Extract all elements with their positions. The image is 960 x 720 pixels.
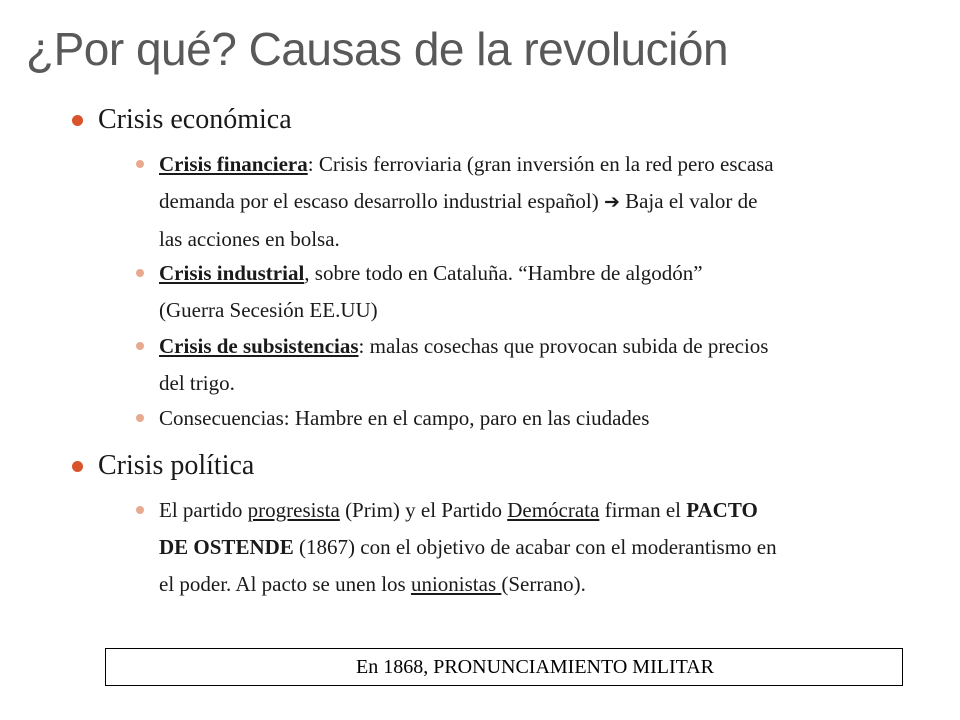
pact-label: DE OSTENDE	[159, 535, 294, 559]
bullet-icon	[136, 160, 144, 168]
item-text: Consecuencias: Hambre en el campo, paro en las ciudades	[159, 406, 650, 430]
bullet-icon	[136, 269, 144, 277]
item-text: Baja el valor de	[619, 189, 758, 213]
item-text: (Prim) y el Partido	[339, 498, 508, 522]
bullet-icon	[72, 115, 83, 126]
item-text: , sobre todo en Cataluña. “Hambre de algodón”	[304, 261, 703, 285]
item-text: el poder. Al pacto se unen los	[159, 572, 411, 596]
text-line	[159, 529, 919, 566]
section-heading-political	[98, 450, 254, 482]
item-text: (Guerra Secesión EE.UU)	[159, 298, 378, 322]
item-text: : Crisis ferroviaria (gran inversión en la red pero escasa	[307, 152, 774, 176]
section-heading-text: Crisis política	[98, 450, 255, 481]
text-line	[159, 566, 919, 603]
bullet-icon	[136, 506, 144, 514]
text-line	[159, 492, 919, 529]
banner-text: En 1868, PRONUNCIAMIENTO MILITAR	[356, 656, 715, 678]
text-line	[159, 183, 919, 221]
pact-label: PACTO	[686, 498, 758, 522]
item-text: : malas cosechas que provocan subida de precios	[358, 334, 769, 358]
text-line	[159, 292, 919, 329]
text-line	[159, 400, 919, 437]
conclusion-banner	[105, 648, 903, 686]
section-heading-text: Crisis económica	[98, 104, 292, 135]
party-label: Demócrata	[507, 498, 600, 522]
text-line	[159, 255, 919, 292]
section-heading-economic	[98, 104, 292, 136]
bullet-icon	[136, 342, 144, 350]
item-text: El partido	[159, 498, 248, 522]
list-item-industrial-crisis	[159, 255, 919, 329]
item-text: firman el	[599, 498, 687, 522]
text-line	[159, 328, 919, 365]
list-item-financial-crisis	[159, 146, 919, 258]
party-label: unionistas	[410, 572, 502, 596]
item-text: las acciones en bolsa.	[159, 227, 340, 251]
item-text: (1867) con el objetivo de acabar con el moderantismo en	[293, 535, 777, 559]
list-item-subsistence-crisis	[159, 328, 919, 402]
text-line	[159, 146, 919, 183]
bullet-icon	[72, 461, 83, 472]
party-label: progresista	[247, 498, 340, 522]
item-text: del trigo.	[159, 371, 235, 395]
arrow-right-icon: ➔	[603, 191, 620, 213]
bullet-icon	[136, 414, 144, 422]
term-label: Crisis industrial	[159, 261, 305, 285]
list-item-ostende-pact	[159, 492, 919, 603]
term-label: Crisis financiera	[159, 152, 308, 176]
list-item-consequences	[159, 400, 919, 437]
slide-title: ¿Por qué? Causas de la revolución	[26, 23, 729, 75]
term-label: Crisis de subsistencias	[159, 334, 359, 358]
text-line	[159, 365, 919, 402]
item-text: demanda por el escaso desarrollo industrial español)	[159, 189, 604, 213]
text-line	[159, 221, 919, 258]
item-text: (Serrano).	[501, 572, 586, 596]
